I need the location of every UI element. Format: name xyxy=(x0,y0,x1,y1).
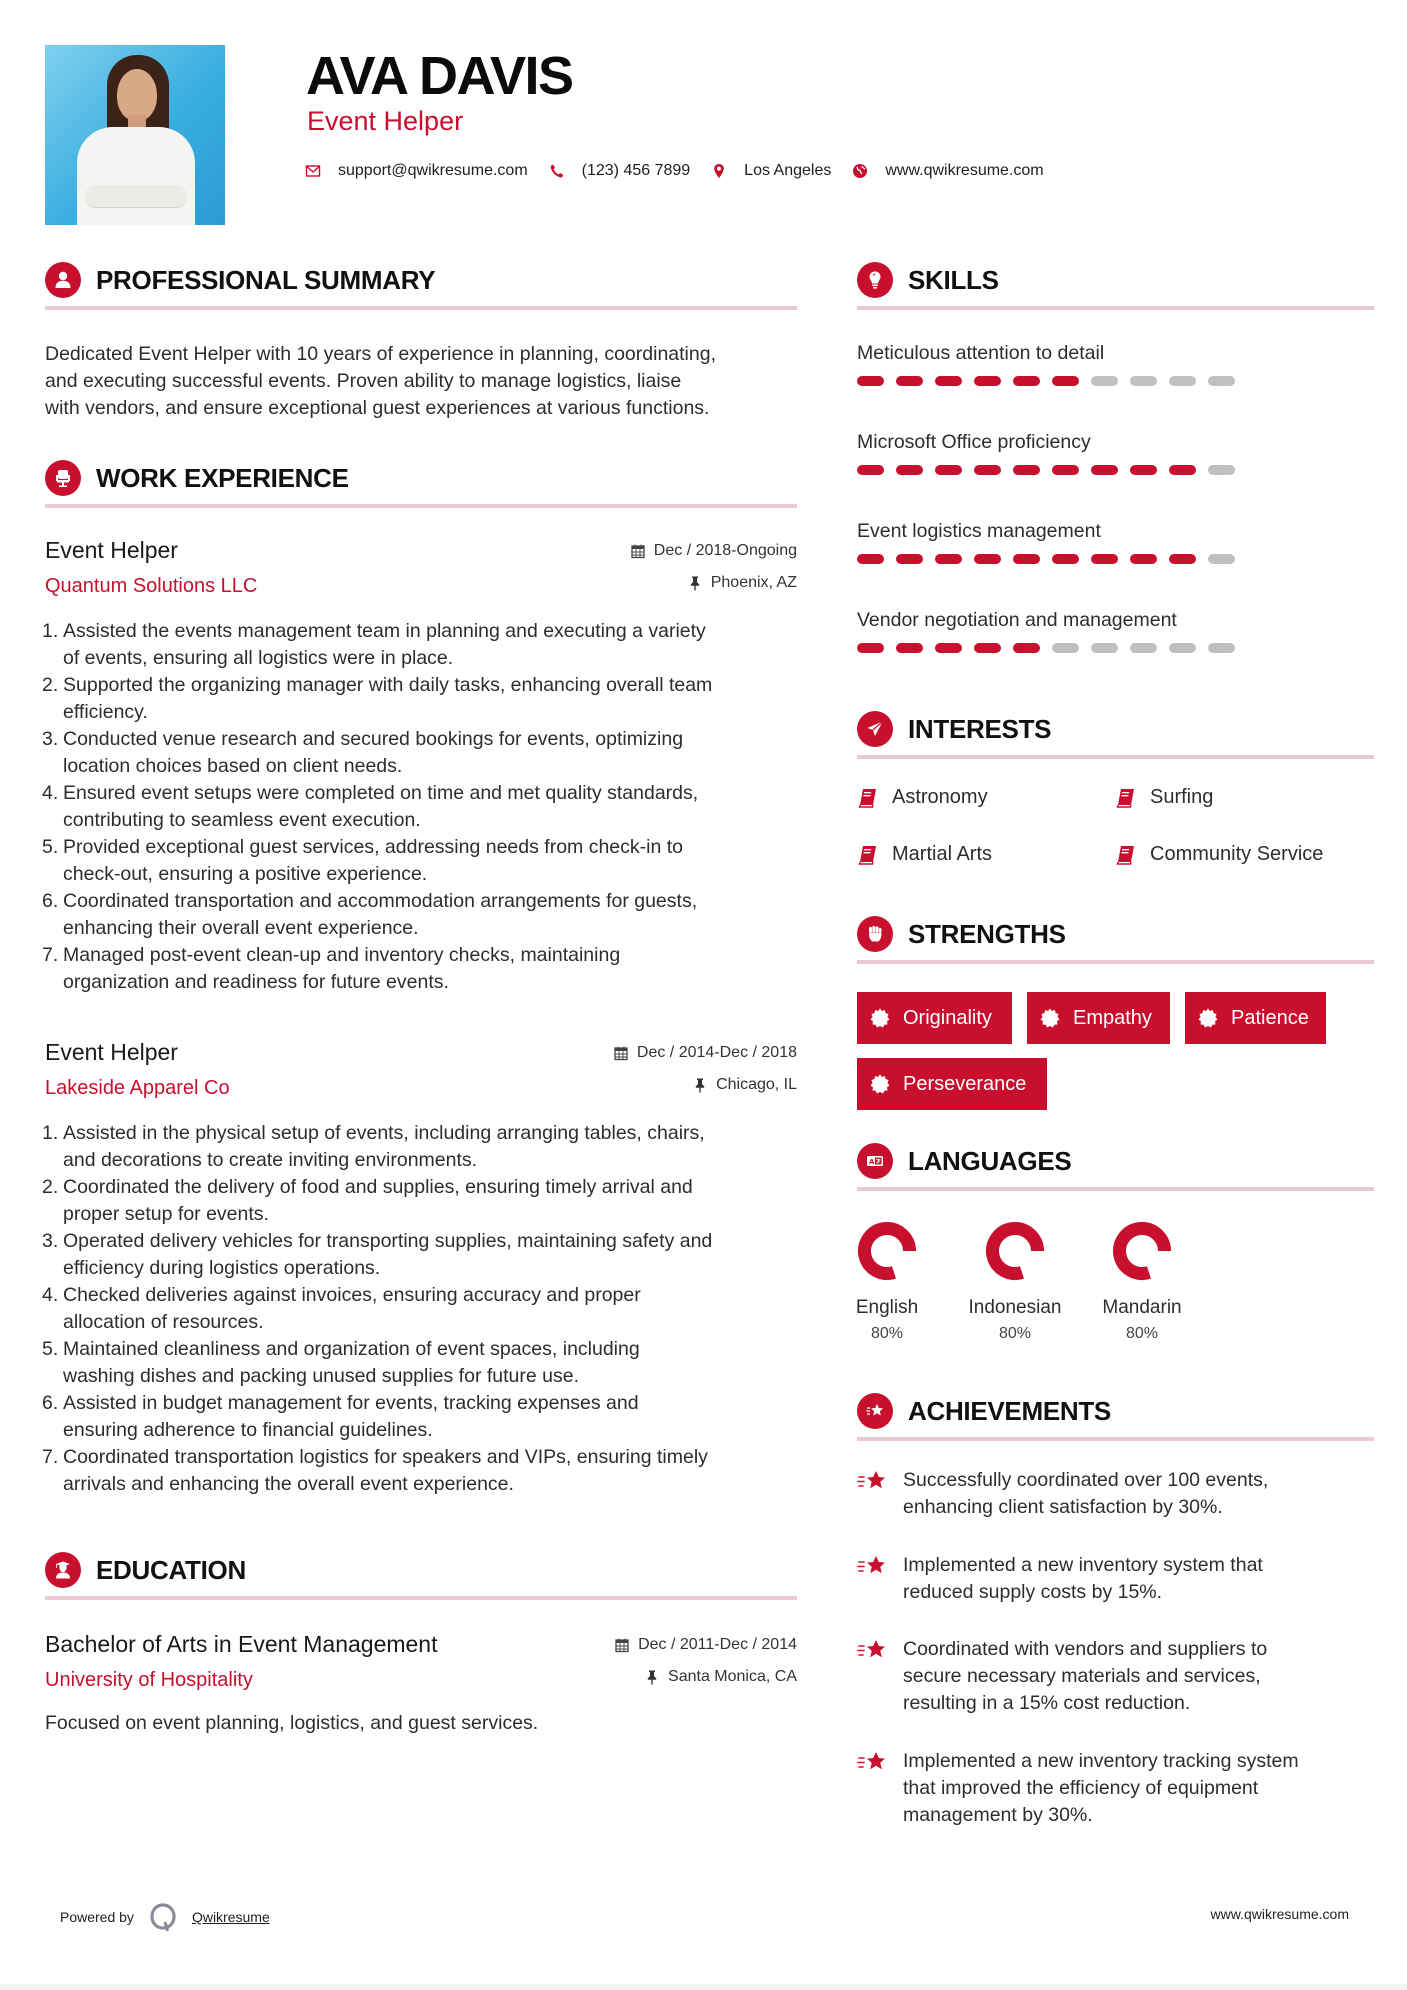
language-donut xyxy=(857,1221,917,1281)
pushpin-icon xyxy=(644,1669,660,1685)
skill-level-segment xyxy=(896,643,923,653)
strength-label: Originality xyxy=(903,1006,992,1029)
section-title: ACHIEVEMENTS xyxy=(908,1396,1111,1426)
section-divider xyxy=(45,1596,797,1600)
calendar-icon xyxy=(630,543,646,559)
skill-item xyxy=(857,518,1374,568)
skill-level-segment xyxy=(1013,554,1040,564)
strength-label: Patience xyxy=(1231,1006,1309,1029)
job-location xyxy=(687,574,797,592)
job-location-text: Phoenix, AZ xyxy=(710,574,797,591)
photo-arms xyxy=(85,185,187,207)
summary-line: and executing successful events. Proven ability to manage logistics, liaise xyxy=(45,370,682,392)
bullet-item: 4. Checked deliveries against invoices, ensuring accuracy and proper allocation of resources. xyxy=(42,1284,641,1333)
graduate-icon xyxy=(45,1552,81,1588)
skill-level-segment xyxy=(1130,643,1157,653)
footer-url[interactable]: www.qwikresume.com xyxy=(1210,1906,1349,1922)
skill-level-segment xyxy=(935,376,962,386)
skill-level-segment xyxy=(1091,465,1118,475)
bullet-item: 1. Assisted the events management team in planning and executing a variety of events, ensuring all logistics were in place. xyxy=(42,620,706,669)
section-title: STRENGTHS xyxy=(908,919,1066,949)
skill-name: Meticulous attention to detail xyxy=(857,342,1105,364)
education-description: Focused on event planning, logistics, and guest services. xyxy=(45,1712,539,1734)
skill-level-segment xyxy=(1052,465,1079,475)
section-divider xyxy=(857,1187,1374,1191)
section-title: EDUCATION xyxy=(96,1555,246,1585)
job-location-text: Chicago, IL xyxy=(716,1076,797,1093)
education-location xyxy=(644,1668,797,1686)
bullet-item: 7. Managed post-event clean-up and inventory checks, maintaining organization and readiness for future events. xyxy=(42,944,621,993)
star-icon xyxy=(857,1393,893,1429)
qwikresume-logo-icon xyxy=(148,1902,178,1932)
summary-line: with vendors, and ensure exceptional guest experiences at various functions. xyxy=(45,397,710,419)
skill-level-segment xyxy=(974,376,1001,386)
skill-level-segment xyxy=(974,465,1001,475)
job-bullets xyxy=(42,618,797,996)
photo-face xyxy=(117,69,157,121)
badge-icon xyxy=(869,1007,891,1029)
skill-level-segment xyxy=(896,376,923,386)
skill-name: Event logistics management xyxy=(857,520,1101,542)
section-divider xyxy=(857,1437,1374,1441)
calendar-icon xyxy=(613,1045,629,1061)
bullet-item: 5. Maintained cleanliness and organization of event spaces, including washing dishes and packing unused supplies for future use. xyxy=(42,1338,640,1387)
lightbulb-icon xyxy=(857,262,893,298)
language-arc xyxy=(993,1229,1038,1274)
skill-name: Vendor negotiation and management xyxy=(857,609,1177,631)
user-icon xyxy=(45,262,81,298)
job-date-text: Dec / 2018-Ongoing xyxy=(653,542,797,559)
school: University of Hospitality xyxy=(45,1669,253,1691)
language-percent: 80% xyxy=(1125,1325,1159,1342)
interest-item xyxy=(857,786,988,809)
skill-level-segment xyxy=(935,465,962,475)
contact-email[interactable] xyxy=(304,162,528,180)
skill-level-segment xyxy=(974,554,1001,564)
bullet-item: 6. Coordinated transportation and accommodation arrangements for guests, enhancing their overall event experience. xyxy=(42,890,698,939)
skill-level-segment xyxy=(935,554,962,564)
job-location xyxy=(692,1076,797,1094)
summary-text xyxy=(45,341,797,422)
skill-level-segment xyxy=(896,554,923,564)
skill-item xyxy=(857,607,1374,657)
interest-label: Astronomy xyxy=(892,786,988,808)
powered-by-label: Powered by xyxy=(60,1909,134,1925)
section-divider xyxy=(45,504,797,508)
skill-item xyxy=(857,429,1374,479)
skill-level-bar xyxy=(857,376,1247,386)
job-date xyxy=(630,542,797,560)
skill-level-segment xyxy=(1169,554,1196,564)
footer-powered-by xyxy=(60,1902,270,1932)
section-header-skills xyxy=(857,262,1374,314)
job-entry xyxy=(42,1038,797,1508)
section-title: SKILLS xyxy=(908,265,999,295)
strength-tag xyxy=(857,1058,1047,1110)
shooting-star-icon xyxy=(857,1469,889,1495)
book-icon xyxy=(857,787,879,809)
candidate-title: Event Helper xyxy=(307,106,464,136)
job-bullets xyxy=(42,1120,797,1498)
book-icon xyxy=(1115,787,1137,809)
book-icon xyxy=(1115,844,1137,866)
section-header-interests xyxy=(857,711,1374,763)
interest-item xyxy=(1115,786,1213,809)
language-donut xyxy=(985,1221,1045,1281)
skill-level-segment xyxy=(1013,465,1040,475)
language-name: Mandarin xyxy=(1102,1297,1182,1318)
skill-level-segment xyxy=(1208,465,1235,475)
skill-level-bar xyxy=(857,554,1247,564)
phone-icon xyxy=(548,162,566,180)
candidate-name: AVA DAVIS xyxy=(306,46,573,106)
skill-level-segment xyxy=(1091,376,1118,386)
bullet-item: 4. Ensured event setups were completed on time and met quality standards, contributing to seamless event execution. xyxy=(42,782,699,831)
badge-icon xyxy=(869,1073,891,1095)
language-arc xyxy=(865,1229,910,1274)
section-header-summary xyxy=(45,262,797,314)
language-name: English xyxy=(855,1297,919,1318)
bullet-item: 1. Assisted in the physical setup of events, including arranging tables, chairs, and decorations to create inviting environments. xyxy=(42,1122,705,1171)
job-company: Lakeside Apparel Co xyxy=(45,1077,230,1099)
skill-level-segment xyxy=(857,643,884,653)
chair-icon xyxy=(45,460,81,496)
section-header-education xyxy=(45,1552,797,1604)
contact-website[interactable] xyxy=(851,162,1043,180)
fist-icon xyxy=(857,916,893,952)
page-bottom-edge xyxy=(0,1984,1407,1990)
bullet-item: 2. Supported the organizing manager with daily tasks, enhancing overall team efficiency. xyxy=(42,674,713,723)
strength-tag xyxy=(1027,992,1170,1044)
language-percent: 80% xyxy=(870,1325,904,1342)
photo-shirt xyxy=(77,127,195,225)
envelope-icon xyxy=(304,162,322,180)
skill-level-segment xyxy=(1169,465,1196,475)
svg-text:A: A xyxy=(869,1158,875,1166)
section-header-experience xyxy=(45,460,797,512)
section-divider xyxy=(857,306,1374,310)
section-divider xyxy=(857,960,1374,964)
section-divider xyxy=(45,306,797,310)
profile-photo xyxy=(45,45,225,225)
job-date xyxy=(613,1044,797,1062)
skill-level-segment xyxy=(1169,643,1196,653)
bullet-item: 6. Assisted in budget management for events, tracking expenses and ensuring adherence to financial guidelines. xyxy=(42,1392,639,1441)
achievement-text: Implemented a new inventory system that reduced supply costs by 15%. xyxy=(903,1554,1263,1603)
language-name: Indonesian xyxy=(968,1297,1062,1318)
section-header-languages xyxy=(857,1143,1374,1195)
badge-icon xyxy=(1039,1007,1061,1029)
achievement-item xyxy=(857,1748,1374,1833)
skill-level-segment xyxy=(974,643,1001,653)
achievement-text: Successfully coordinated over 100 events, enhancing client satisfaction by 30%. xyxy=(903,1469,1269,1518)
bullet-item: 3. Conducted venue research and secured bookings for events, optimizing location choices based on client needs. xyxy=(42,728,684,777)
pushpin-icon xyxy=(687,575,703,591)
degree: Bachelor of Arts in Event Management xyxy=(45,1631,438,1657)
strength-tag xyxy=(857,992,1012,1044)
skill-level-segment xyxy=(1052,554,1079,564)
section-title: INTERESTS xyxy=(908,714,1052,744)
shooting-star-icon xyxy=(857,1638,889,1664)
skill-level-segment xyxy=(1052,643,1079,653)
skill-level-segment xyxy=(935,643,962,653)
skill-level-segment xyxy=(1130,465,1157,475)
contact-row xyxy=(304,158,1064,184)
interest-item xyxy=(1115,843,1323,866)
book-icon xyxy=(857,844,879,866)
contact-location xyxy=(710,162,831,180)
skill-level-segment xyxy=(1169,376,1196,386)
interest-label: Surfing xyxy=(1150,786,1214,808)
globe-icon xyxy=(851,162,869,180)
location-text: Los Angeles xyxy=(744,162,832,179)
education-date-text: Dec / 2011-Dec / 2014 xyxy=(638,1636,797,1653)
skill-level-segment xyxy=(1091,643,1118,653)
section-title: PROFESSIONAL SUMMARY xyxy=(96,265,436,295)
job-date-text: Dec / 2014-Dec / 2018 xyxy=(636,1044,797,1061)
achievement-item xyxy=(857,1467,1374,1527)
skill-level-segment xyxy=(1208,643,1235,653)
translate-icon xyxy=(857,1143,893,1179)
bullet-item: 5. Provided exceptional guest services, addressing needs from check-in to check-out, ensuring a positive experience. xyxy=(42,836,683,885)
achievement-text: Implemented a new inventory tracking system that improved the efficiency of equipment management by 30%. xyxy=(903,1750,1299,1826)
phone-text: (123) 456 7899 xyxy=(581,162,691,179)
language-item xyxy=(955,1221,1075,1344)
skill-level-segment xyxy=(1091,554,1118,564)
bullet-item: 2. Coordinated the delivery of food and supplies, ensuring timely arrival and proper setup for events. xyxy=(42,1176,693,1225)
language-item xyxy=(827,1221,947,1344)
paper-plane-icon xyxy=(857,711,893,747)
job-company: Quantum Solutions LLC xyxy=(45,575,258,597)
job-entry xyxy=(42,536,797,1006)
summary-line: Dedicated Event Helper with 10 years of experience in planning, coordinating, xyxy=(45,343,716,365)
bullet-item: 3. Operated delivery vehicles for transporting supplies, maintaining safety and efficiency during logistics operations. xyxy=(42,1230,713,1279)
skill-level-segment xyxy=(1208,376,1235,386)
calendar-icon xyxy=(614,1637,630,1653)
skill-level-segment xyxy=(1130,554,1157,564)
achievement-item xyxy=(857,1636,1374,1721)
section-title: WORK EXPERIENCE xyxy=(96,463,349,493)
interest-item xyxy=(857,843,992,866)
strength-tag xyxy=(1185,992,1326,1044)
strength-label: Perseverance xyxy=(903,1072,1027,1095)
education-entry xyxy=(45,1630,797,1760)
education-date xyxy=(614,1636,797,1654)
bullet-item: 7. Coordinated transportation logistics for speakers and VIPs, ensuring timely arrivals and enhancing the overall event experience. xyxy=(42,1446,708,1495)
job-role: Event Helper xyxy=(45,537,178,563)
skill-level-segment xyxy=(1013,643,1040,653)
interest-label: Community Service xyxy=(1150,843,1324,865)
skill-level-segment xyxy=(857,465,884,475)
achievement-item xyxy=(857,1552,1374,1612)
map-pin-icon xyxy=(710,162,728,180)
section-title: LANGUAGES xyxy=(908,1146,1072,1176)
language-donut xyxy=(1112,1221,1172,1281)
website-text: www.qwikresume.com xyxy=(885,162,1044,179)
skill-level-bar xyxy=(857,465,1247,475)
skill-level-segment xyxy=(896,465,923,475)
interest-label: Martial Arts xyxy=(892,843,993,865)
skill-level-segment xyxy=(1013,376,1040,386)
skill-item xyxy=(857,340,1374,390)
language-percent: 80% xyxy=(998,1325,1032,1342)
badge-icon xyxy=(1197,1007,1219,1029)
qwikresume-link[interactable]: Qwikresume xyxy=(191,1909,270,1925)
language-item xyxy=(1082,1221,1202,1344)
job-role: Event Helper xyxy=(45,1039,178,1065)
achievement-text: Coordinated with vendors and suppliers to secure necessary materials and services, resulting in a 15% cost reduction. xyxy=(903,1638,1268,1714)
section-divider xyxy=(857,755,1374,759)
strength-label: Empathy xyxy=(1073,1006,1152,1029)
shooting-star-icon xyxy=(857,1750,889,1776)
skill-level-segment xyxy=(857,554,884,564)
education-location-text: Santa Monica, CA xyxy=(668,1668,797,1685)
skill-name: Microsoft Office proficiency xyxy=(857,431,1091,453)
section-header-strengths xyxy=(857,916,1374,968)
shooting-star-icon xyxy=(857,1554,889,1580)
pushpin-icon xyxy=(692,1077,708,1093)
skill-level-segment xyxy=(857,376,884,386)
email-text: support@qwikresume.com xyxy=(338,162,528,179)
contact-phone[interactable] xyxy=(548,162,691,180)
language-arc xyxy=(1120,1229,1165,1274)
skill-level-segment xyxy=(1052,376,1079,386)
skill-level-bar xyxy=(857,643,1247,653)
skill-level-segment xyxy=(1130,376,1157,386)
skill-level-segment xyxy=(1208,554,1235,564)
section-header-achievements xyxy=(857,1393,1374,1445)
